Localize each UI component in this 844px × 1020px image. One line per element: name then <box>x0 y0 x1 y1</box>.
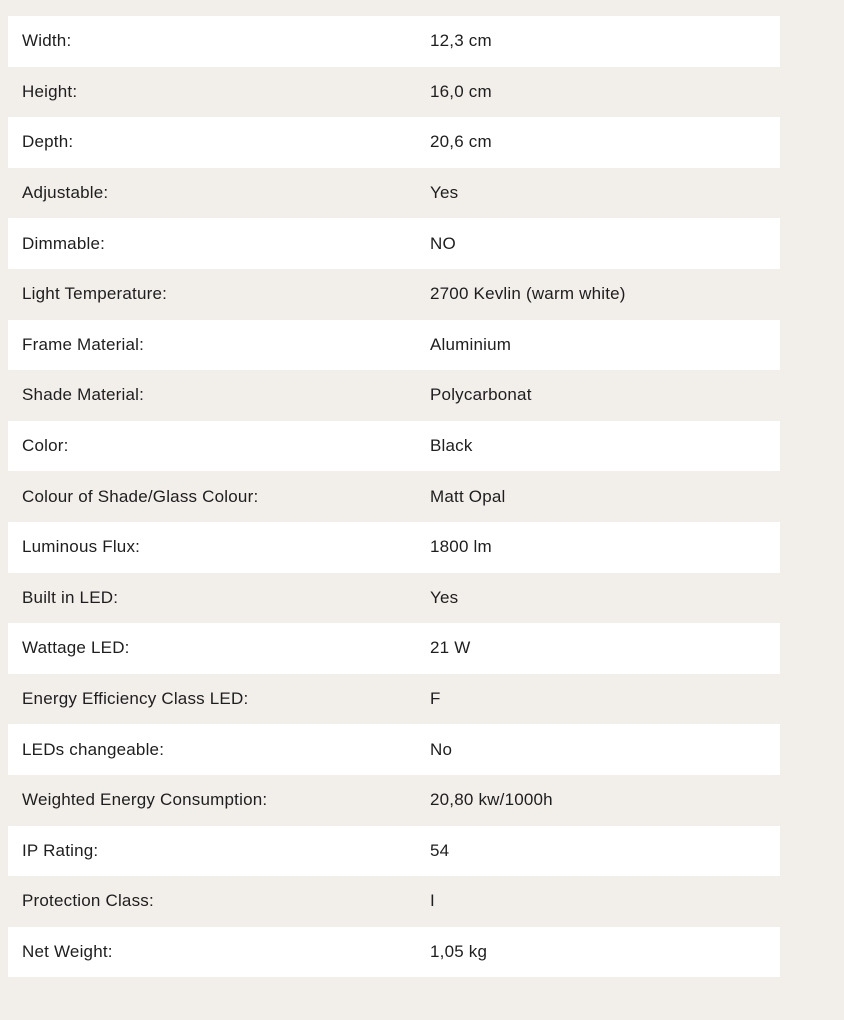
spec-label: Dimmable: <box>22 233 106 253</box>
spec-value: 2700 Kevlin (warm white) <box>430 284 626 304</box>
spec-value: I <box>430 891 435 911</box>
spec-label: LEDs changeable: <box>22 739 165 759</box>
spec-row-energy-efficiency-class <box>8 674 780 725</box>
spec-value: 21 W <box>430 638 471 658</box>
spec-row-net-weight <box>8 927 780 978</box>
spec-label: Wattage LED: <box>22 638 130 658</box>
spec-value: Aluminium <box>430 334 512 354</box>
spec-value: Matt Opal <box>430 486 506 506</box>
spec-value: No <box>430 739 453 759</box>
spec-label: Height: <box>22 81 78 101</box>
spec-row-protection-class <box>8 876 780 927</box>
spec-label: Protection Class: <box>22 891 154 911</box>
spec-row-leds-changeable <box>8 724 780 775</box>
spec-value: Black <box>430 436 473 456</box>
spec-value: 20,80 kw/1000h <box>430 790 553 810</box>
spec-label: Shade Material: <box>22 385 145 405</box>
spec-value: Yes <box>430 183 459 203</box>
spec-row-adjustable <box>8 168 780 219</box>
spec-label: Depth: <box>22 132 74 152</box>
spec-label: IP Rating: <box>22 840 99 860</box>
spec-row-dimmable <box>8 218 780 269</box>
spec-value: 1,05 kg <box>430 941 488 961</box>
spec-row-shade-material <box>8 370 780 421</box>
spec-row-weighted-energy-consumption <box>8 775 780 826</box>
spec-label: Energy Efficiency Class LED: <box>22 689 249 709</box>
spec-value: Polycarbonat <box>430 385 532 405</box>
spec-value: Yes <box>430 587 459 607</box>
spec-row-built-in-led <box>8 573 780 624</box>
spec-label: Built in LED: <box>22 587 119 607</box>
spec-value: 1800 lm <box>430 537 492 557</box>
spec-label: Light Temperature: <box>22 284 168 304</box>
spec-row-color <box>8 421 780 472</box>
spec-label: Net Weight: <box>22 941 113 961</box>
spec-row-depth <box>8 117 780 168</box>
spec-label: Adjustable: <box>22 183 109 203</box>
specifications-table <box>8 16 780 977</box>
spec-label: Colour of Shade/Glass Colour: <box>22 486 259 506</box>
spec-label: Width: <box>22 31 72 51</box>
spec-value: NO <box>430 233 456 253</box>
spec-value: 54 <box>430 840 450 860</box>
spec-row-width <box>8 16 780 67</box>
spec-value: 12,3 cm <box>430 31 492 51</box>
spec-label: Frame Material: <box>22 334 145 354</box>
spec-value: 16,0 cm <box>430 81 492 101</box>
spec-row-ip-rating <box>8 826 780 877</box>
spec-row-frame-material <box>8 320 780 371</box>
spec-row-light-temperature <box>8 269 780 320</box>
spec-row-shade-glass-colour <box>8 471 780 522</box>
spec-value: F <box>430 689 441 709</box>
spec-row-height <box>8 67 780 118</box>
spec-row-luminous-flux <box>8 522 780 573</box>
spec-label: Weighted Energy Consumption: <box>22 790 268 810</box>
spec-label: Color: <box>22 436 69 456</box>
spec-row-wattage-led <box>8 623 780 674</box>
spec-label: Luminous Flux: <box>22 537 141 557</box>
spec-value: 20,6 cm <box>430 132 492 152</box>
